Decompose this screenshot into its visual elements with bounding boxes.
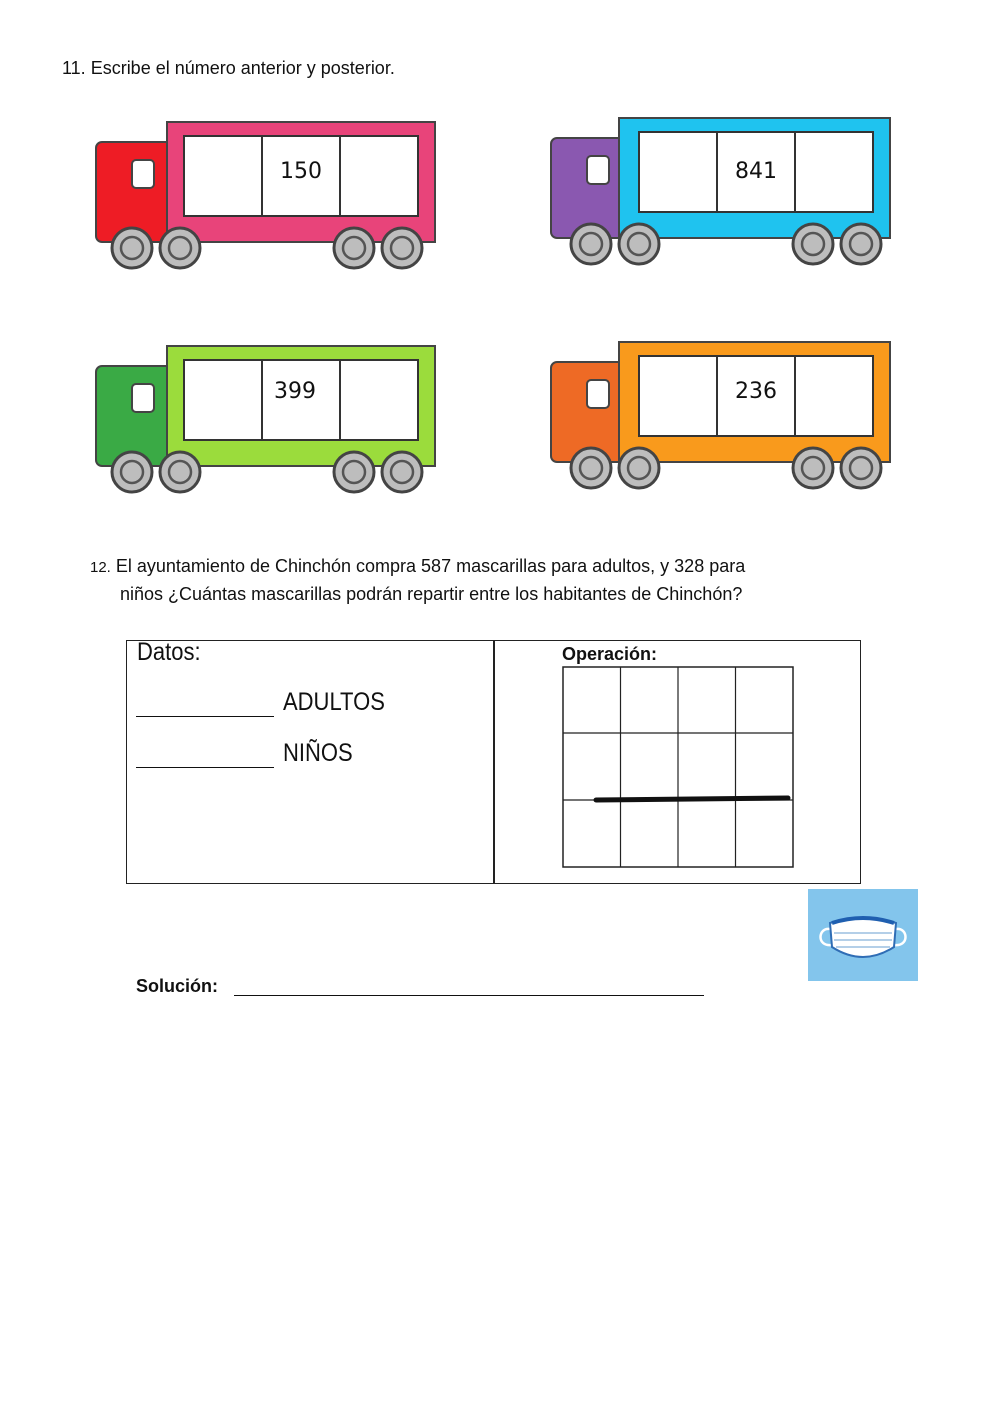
truck-2 (547, 108, 892, 268)
truck-1 (92, 112, 437, 272)
ninos-label: NIÑOS (283, 739, 353, 767)
solution-answer-line[interactable] (234, 995, 704, 996)
truck-number: 150 (280, 159, 322, 184)
exercise-11-prompt: 11. Escribe el número anterior y posterior. (62, 58, 395, 78)
face-mask-icon (808, 889, 918, 981)
operation-grid[interactable] (562, 666, 794, 868)
ninos-answer-line[interactable] (136, 767, 274, 768)
exercise-12-line1: El ayuntamiento de Chinchón compra 587 mascarillas para adultos, y 328 para (115, 556, 746, 576)
exercise-12-prompt (90, 553, 858, 608)
truck-3 (92, 336, 437, 496)
solution-label: Solución: (136, 976, 218, 996)
truck-number: 841 (735, 159, 777, 184)
adultos-answer-line[interactable] (136, 716, 274, 717)
adultos-label: ADULTOS (283, 688, 385, 716)
table-divider (493, 640, 495, 884)
exercise-12-line2: niños ¿Cuántas mascarillas podrán repartir entre los habitantes de Chinchón? (120, 584, 743, 604)
truck-number: 399 (274, 379, 316, 404)
datos-title: Datos: (137, 638, 201, 666)
exercise-12-number: 12. (90, 559, 111, 576)
operation-title: Operación: (562, 644, 658, 664)
truck-number: 236 (735, 379, 777, 404)
truck-4 (547, 332, 892, 492)
